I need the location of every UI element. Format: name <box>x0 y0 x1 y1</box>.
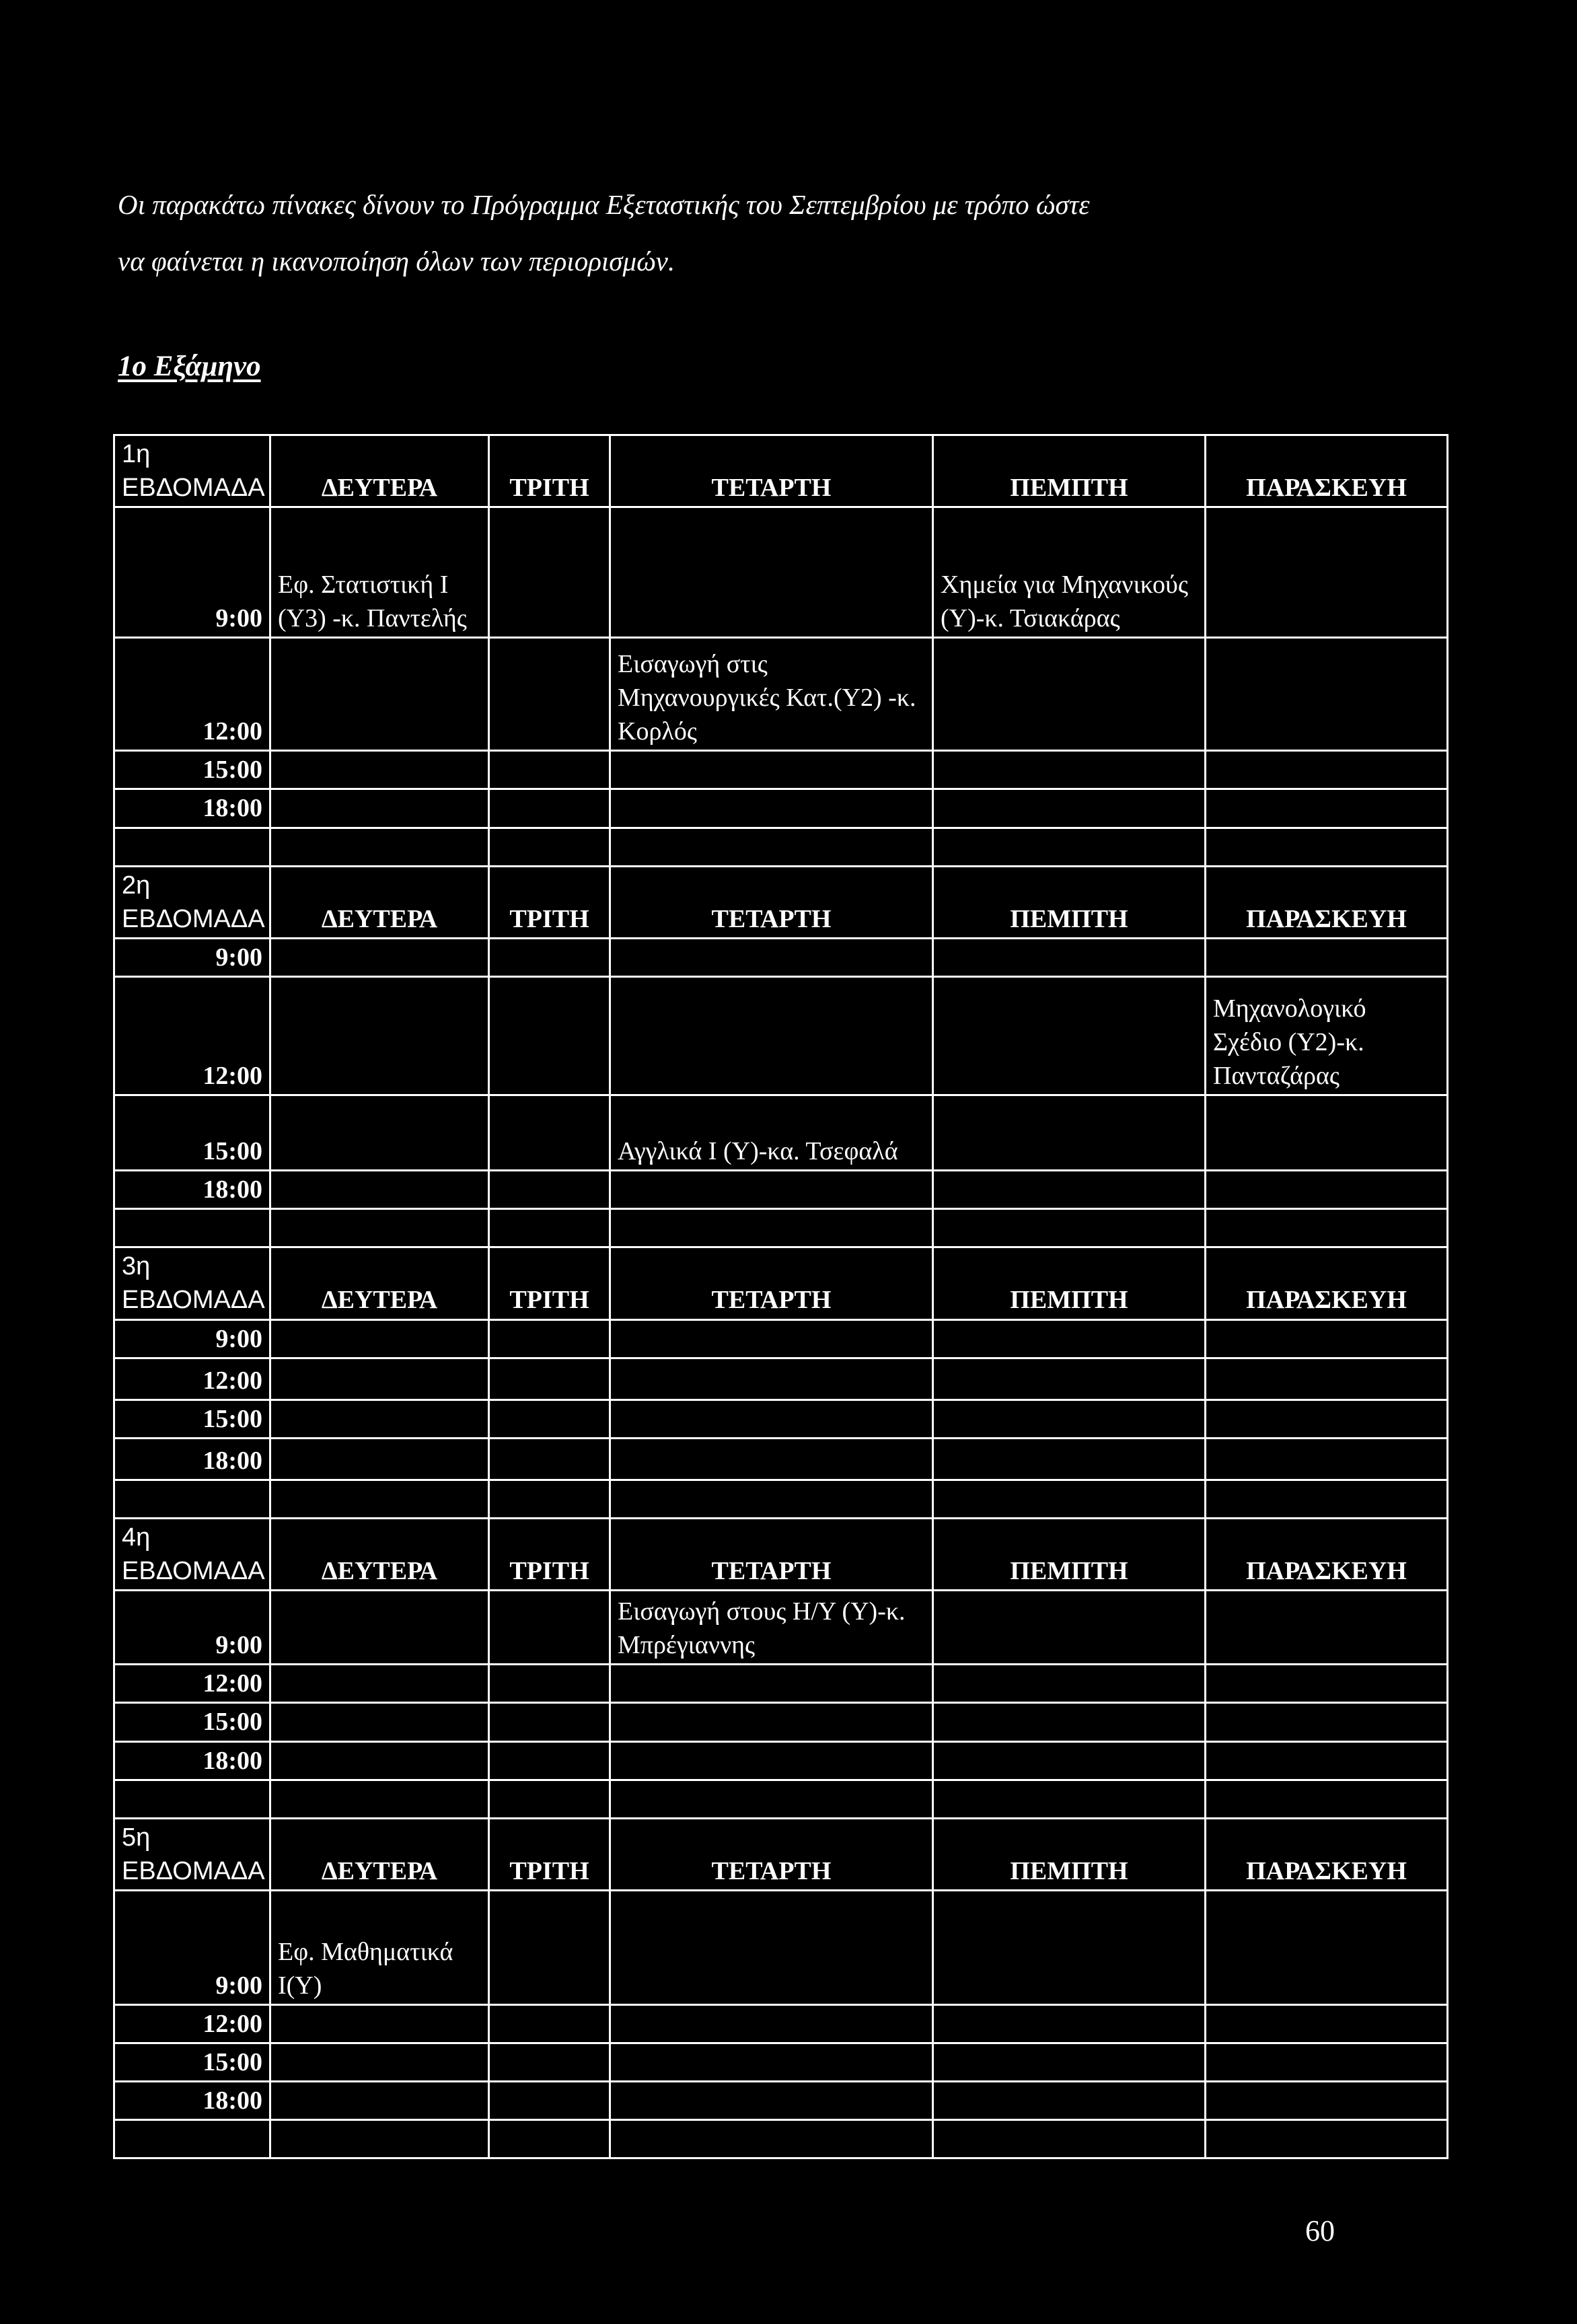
time-slot-row <box>114 1591 1448 1665</box>
day-header-cell: ΠΕΜΠΤΗ <box>933 1518 1206 1590</box>
exam-cell <box>489 789 610 828</box>
week-label-cell <box>114 1518 270 1590</box>
time-cell: 15:00 <box>114 1400 270 1438</box>
exam-cell <box>610 507 933 638</box>
day-header-cell: ΤΕΤΑΡΤΗ <box>610 1518 933 1590</box>
exam-cell <box>933 1591 1206 1665</box>
exam-cell <box>270 1095 489 1171</box>
exam-cell <box>610 1171 933 1209</box>
time-slot-row <box>114 1319 1448 1358</box>
exam-cell <box>270 1591 489 1665</box>
empty-cell <box>1206 828 1448 866</box>
exam-cell <box>933 1358 1206 1400</box>
day-header-cell: ΔΕΥΤΕΡΑ <box>270 1247 489 1319</box>
exam-cell <box>489 1400 610 1438</box>
exam-cell <box>610 977 933 1095</box>
exam-cell <box>610 2043 933 2082</box>
time-cell: 12:00 <box>114 1665 270 1703</box>
time-cell: 15:00 <box>114 751 270 789</box>
time-cell: 9:00 <box>114 1591 270 1665</box>
exam-cell: Χημεία για Μηχανικούς (Υ)-κ. Τσιακάρας <box>933 507 1206 638</box>
exam-cell <box>610 1665 933 1703</box>
exam-cell <box>1206 789 1448 828</box>
week-number: 3η <box>122 1252 151 1281</box>
empty-cell <box>270 1209 489 1247</box>
day-header-cell: ΠΑΡΑΣΚΕΥΗ <box>1206 866 1448 938</box>
exam-cell <box>270 977 489 1095</box>
day-header-cell: ΤΡΙΤΗ <box>489 1247 610 1319</box>
empty-cell <box>933 1780 1206 1818</box>
empty-cell <box>489 828 610 866</box>
exam-cell: Εφ. Στατιστική Ι (Υ3) -κ. Παντελής <box>270 507 489 638</box>
day-header-cell: ΤΕΤΑΡΤΗ <box>610 1818 933 1890</box>
exam-cell <box>610 1438 933 1480</box>
exam-cell <box>610 1703 933 1741</box>
week-label-cell <box>114 435 270 507</box>
week-header-row <box>114 866 1448 938</box>
exam-cell <box>1206 1741 1448 1780</box>
time-slot-row <box>114 2004 1448 2043</box>
exam-cell <box>1206 1400 1448 1438</box>
exam-cell <box>270 1358 489 1400</box>
week-number: 5η <box>122 1823 151 1852</box>
empty-cell <box>933 1480 1206 1518</box>
exam-cell <box>489 1703 610 1741</box>
exam-cell <box>933 1095 1206 1171</box>
time-cell: 18:00 <box>114 2082 270 2120</box>
spacer-row <box>114 1780 1448 1818</box>
week-label: ΕΒΔΟΜΑΔΑ <box>122 904 265 933</box>
day-header-cell: ΔΕΥΤΕΡΑ <box>270 866 489 938</box>
exam-cell <box>489 1890 610 2004</box>
exam-cell <box>1206 2004 1448 2043</box>
exam-cell: Αγγλικά Ι (Υ)-κα. Τσεφαλά <box>610 1095 933 1171</box>
time-slot-row <box>114 789 1448 828</box>
exam-cell <box>933 751 1206 789</box>
exam-schedule-body <box>114 435 1448 2158</box>
empty-cell <box>1206 1780 1448 1818</box>
day-header-cell: ΤΕΤΑΡΤΗ <box>610 1247 933 1319</box>
week-label-cell <box>114 1247 270 1319</box>
empty-cell <box>270 1480 489 1518</box>
exam-cell <box>489 1741 610 1780</box>
exam-cell <box>1206 1591 1448 1665</box>
exam-cell <box>1206 638 1448 751</box>
day-header-cell: ΔΕΥΤΕΡΑ <box>270 1518 489 1590</box>
exam-cell <box>933 789 1206 828</box>
exam-cell <box>489 2082 610 2120</box>
time-slot-row <box>114 1095 1448 1171</box>
time-cell: 12:00 <box>114 638 270 751</box>
exam-cell <box>270 1400 489 1438</box>
exam-schedule-table <box>113 434 1448 2159</box>
time-slot-row <box>114 2082 1448 2120</box>
exam-cell <box>270 938 489 976</box>
exam-cell <box>933 1438 1206 1480</box>
empty-cell <box>933 1209 1206 1247</box>
day-header-cell: ΠΑΡΑΣΚΕΥΗ <box>1206 1247 1448 1319</box>
exam-cell <box>933 638 1206 751</box>
empty-cell <box>489 1480 610 1518</box>
exam-cell <box>270 2004 489 2043</box>
week-label: ΕΒΔΟΜΑΔΑ <box>122 1856 265 1885</box>
empty-cell <box>933 2120 1206 2158</box>
empty-cell <box>610 2120 933 2158</box>
empty-cell <box>610 1780 933 1818</box>
week-header-row <box>114 1818 1448 1890</box>
exam-cell <box>489 638 610 751</box>
exam-cell <box>1206 2082 1448 2120</box>
exam-cell: Μηχανολογικό Σχέδιο (Υ2)-κ. Πανταζάρας <box>1206 977 1448 1095</box>
empty-cell <box>610 828 933 866</box>
exam-cell <box>933 1400 1206 1438</box>
exam-cell <box>489 977 610 1095</box>
exam-cell <box>610 938 933 976</box>
exam-cell <box>933 2082 1206 2120</box>
intro-line-1: Οι παρακάτω πίνακες δίνουν το Πρόγραμμα Εξεταστικής του Σεπτεμβρίου με τρόπο ώστε <box>118 189 1090 220</box>
time-cell: 9:00 <box>114 938 270 976</box>
day-header-cell: ΔΕΥΤΕΡΑ <box>270 1818 489 1890</box>
intro-line-2: να φαίνεται η ικανοποίηση όλων των περιορισμών. <box>118 246 675 277</box>
time-slot-row <box>114 1741 1448 1780</box>
exam-cell <box>1206 1703 1448 1741</box>
week-number: 2η <box>122 871 151 900</box>
day-header-cell: ΤΡΙΤΗ <box>489 1818 610 1890</box>
exam-cell <box>610 1890 933 2004</box>
exam-cell <box>489 1438 610 1480</box>
week-number: 1η <box>122 440 151 468</box>
time-cell: 15:00 <box>114 2043 270 2082</box>
time-slot-row <box>114 1703 1448 1741</box>
time-cell: 18:00 <box>114 1438 270 1480</box>
time-cell: 9:00 <box>114 1319 270 1358</box>
exam-cell <box>489 1319 610 1358</box>
time-cell: 9:00 <box>114 507 270 638</box>
time-cell: 9:00 <box>114 1890 270 2004</box>
week-label-cell <box>114 1818 270 1890</box>
exam-cell <box>1206 1171 1448 1209</box>
day-header-cell: ΤΕΤΑΡΤΗ <box>610 866 933 938</box>
exam-cell <box>270 751 489 789</box>
empty-cell <box>489 1780 610 1818</box>
exam-cell <box>1206 1095 1448 1171</box>
exam-cell <box>933 1665 1206 1703</box>
page-number: 60 <box>1305 2214 1335 2247</box>
empty-cell <box>114 828 270 866</box>
time-slot-row <box>114 751 1448 789</box>
exam-cell <box>933 938 1206 976</box>
exam-cell <box>1206 751 1448 789</box>
exam-cell <box>270 2082 489 2120</box>
week-header-row <box>114 435 1448 507</box>
week-label: ΕΒΔΟΜΑΔΑ <box>122 1557 265 1586</box>
time-slot-row <box>114 938 1448 976</box>
exam-cell <box>270 1665 489 1703</box>
day-header-cell: ΤΡΙΤΗ <box>489 1518 610 1590</box>
exam-cell <box>610 2004 933 2043</box>
exam-cell: Εισαγωγή στους Η/Υ (Υ)-κ. Μπρέγιαννης <box>610 1591 933 1665</box>
empty-cell <box>114 1480 270 1518</box>
empty-cell <box>114 1209 270 1247</box>
day-header-cell: ΠΕΜΠΤΗ <box>933 1247 1206 1319</box>
exam-cell <box>489 1095 610 1171</box>
exam-cell <box>1206 1890 1448 2004</box>
day-header-cell: ΠΕΜΠΤΗ <box>933 1818 1206 1890</box>
empty-cell <box>489 2120 610 2158</box>
exam-cell <box>270 1703 489 1741</box>
exam-cell <box>1206 1438 1448 1480</box>
exam-cell <box>610 1400 933 1438</box>
exam-cell <box>489 1665 610 1703</box>
day-header-cell: ΤΕΤΑΡΤΗ <box>610 435 933 507</box>
exam-cell <box>610 751 933 789</box>
exam-cell <box>1206 938 1448 976</box>
day-header-cell: ΤΡΙΤΗ <box>489 435 610 507</box>
day-header-cell: ΠΑΡΑΣΚΕΥΗ <box>1206 1818 1448 1890</box>
week-header-row <box>114 1518 1448 1590</box>
exam-cell <box>1206 2043 1448 2082</box>
exam-cell <box>489 2004 610 2043</box>
spacer-row <box>114 1209 1448 1247</box>
empty-cell <box>270 2120 489 2158</box>
time-cell: 12:00 <box>114 2004 270 2043</box>
empty-cell <box>270 828 489 866</box>
exam-cell <box>610 2082 933 2120</box>
exam-cell <box>610 789 933 828</box>
exam-cell <box>270 1171 489 1209</box>
spacer-row <box>114 2120 1448 2158</box>
time-cell: 18:00 <box>114 1741 270 1780</box>
day-header-cell: ΤΡΙΤΗ <box>489 866 610 938</box>
empty-cell <box>1206 2120 1448 2158</box>
week-label: ΕΒΔΟΜΑΔΑ <box>122 474 265 503</box>
exam-cell <box>610 1741 933 1780</box>
exam-cell <box>489 1358 610 1400</box>
exam-cell <box>270 789 489 828</box>
exam-cell <box>489 938 610 976</box>
exam-cell <box>933 1890 1206 2004</box>
time-cell: 15:00 <box>114 1095 270 1171</box>
exam-cell <box>489 1591 610 1665</box>
day-header-cell: ΠΕΜΠΤΗ <box>933 435 1206 507</box>
week-number: 4η <box>122 1523 151 1552</box>
empty-cell <box>114 1780 270 1818</box>
time-slot-row <box>114 507 1448 638</box>
time-cell: 12:00 <box>114 1358 270 1400</box>
time-slot-row <box>114 1171 1448 1209</box>
exam-cell: Εισαγωγή στις Μηχανουργικές Κατ.(Υ2) -κ. Κορλός <box>610 638 933 751</box>
time-slot-row <box>114 977 1448 1095</box>
empty-cell <box>610 1480 933 1518</box>
exam-cell <box>1206 507 1448 638</box>
semester-title: 1ο Εξάμηνο <box>118 351 261 382</box>
exam-cell <box>489 507 610 638</box>
day-header-cell: ΠΑΡΑΣΚΕΥΗ <box>1206 1518 1448 1590</box>
exam-cell <box>1206 1358 1448 1400</box>
time-slot-row <box>114 1358 1448 1400</box>
time-slot-row <box>114 2043 1448 2082</box>
time-slot-row <box>114 1665 1448 1703</box>
exam-cell <box>1206 1319 1448 1358</box>
exam-cell <box>270 1741 489 1780</box>
week-label: ΕΒΔΟΜΑΔΑ <box>122 1286 265 1315</box>
exam-cell <box>933 1319 1206 1358</box>
empty-cell <box>489 1209 610 1247</box>
exam-cell <box>933 977 1206 1095</box>
empty-cell <box>933 828 1206 866</box>
day-header-cell: ΠΕΜΠΤΗ <box>933 866 1206 938</box>
time-slot-row <box>114 1890 1448 2004</box>
intro-paragraph <box>118 176 1396 289</box>
exam-cell <box>270 1438 489 1480</box>
exam-cell: Εφ. Μαθηματικά Ι(Υ) <box>270 1890 489 2004</box>
time-cell: 15:00 <box>114 1703 270 1741</box>
exam-cell <box>933 2004 1206 2043</box>
time-slot-row <box>114 638 1448 751</box>
exam-cell <box>489 1171 610 1209</box>
time-cell: 18:00 <box>114 1171 270 1209</box>
week-label-cell <box>114 866 270 938</box>
time-cell: 18:00 <box>114 789 270 828</box>
time-cell: 12:00 <box>114 977 270 1095</box>
empty-cell <box>114 2120 270 2158</box>
exam-cell <box>270 1319 489 1358</box>
time-slot-row <box>114 1438 1448 1480</box>
exam-cell <box>270 638 489 751</box>
empty-cell <box>270 1780 489 1818</box>
exam-cell <box>489 751 610 789</box>
exam-cell <box>933 2043 1206 2082</box>
spacer-row <box>114 1480 1448 1518</box>
day-header-cell: ΔΕΥΤΕΡΑ <box>270 435 489 507</box>
week-header-row <box>114 1247 1448 1319</box>
exam-cell <box>610 1319 933 1358</box>
exam-cell <box>933 1703 1206 1741</box>
exam-cell <box>610 1358 933 1400</box>
time-slot-row <box>114 1400 1448 1438</box>
day-header-cell: ΠΑΡΑΣΚΕΥΗ <box>1206 435 1448 507</box>
exam-cell <box>489 2043 610 2082</box>
exam-cell <box>270 2043 489 2082</box>
exam-cell <box>1206 1665 1448 1703</box>
spacer-row <box>114 828 1448 866</box>
empty-cell <box>1206 1480 1448 1518</box>
empty-cell <box>610 1209 933 1247</box>
empty-cell <box>1206 1209 1448 1247</box>
exam-cell <box>933 1171 1206 1209</box>
exam-cell <box>933 1741 1206 1780</box>
